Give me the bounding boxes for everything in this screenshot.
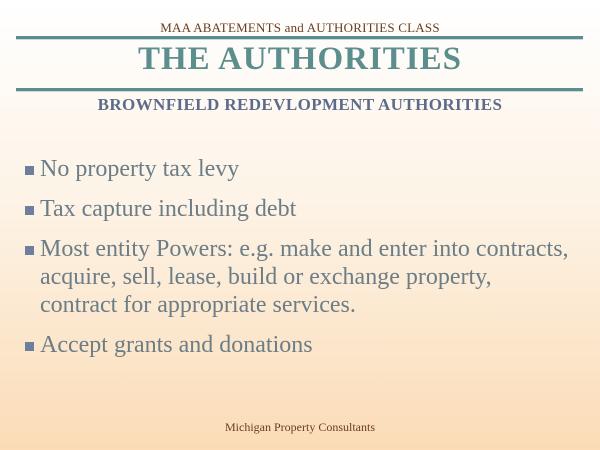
bullet-text: Most entity Powers: e.g. make and enter into contracts, acquire, sell, lease, build or exchange property, contract for appropriate services. (40, 236, 569, 318)
square-bullet-icon (25, 206, 34, 215)
top-divider (16, 36, 583, 40)
bullet-list (24, 155, 574, 371)
slide-subtitle: BROWNFIELD REDEVLOPMENT AUTHORITIES (97, 95, 503, 114)
slide-title: THE AUTHORITIES (137, 41, 463, 77)
bottom-divider (16, 88, 583, 92)
bullet-item (24, 331, 574, 359)
bullet-item (24, 155, 574, 183)
bullet-text: No property tax levy (40, 156, 240, 182)
bullet-item (24, 195, 574, 223)
bullet-item (24, 235, 574, 319)
square-bullet-icon (25, 246, 34, 255)
square-bullet-icon (25, 342, 34, 351)
square-bullet-icon (25, 166, 34, 175)
bullet-text: Tax capture including debt (40, 196, 297, 222)
footer-text: Michigan Property Consultants (225, 420, 375, 434)
bullet-text: Accept grants and donations (40, 332, 313, 358)
course-caption: MAA ABATEMENTS and AUTHORITIES CLASS (160, 20, 440, 35)
